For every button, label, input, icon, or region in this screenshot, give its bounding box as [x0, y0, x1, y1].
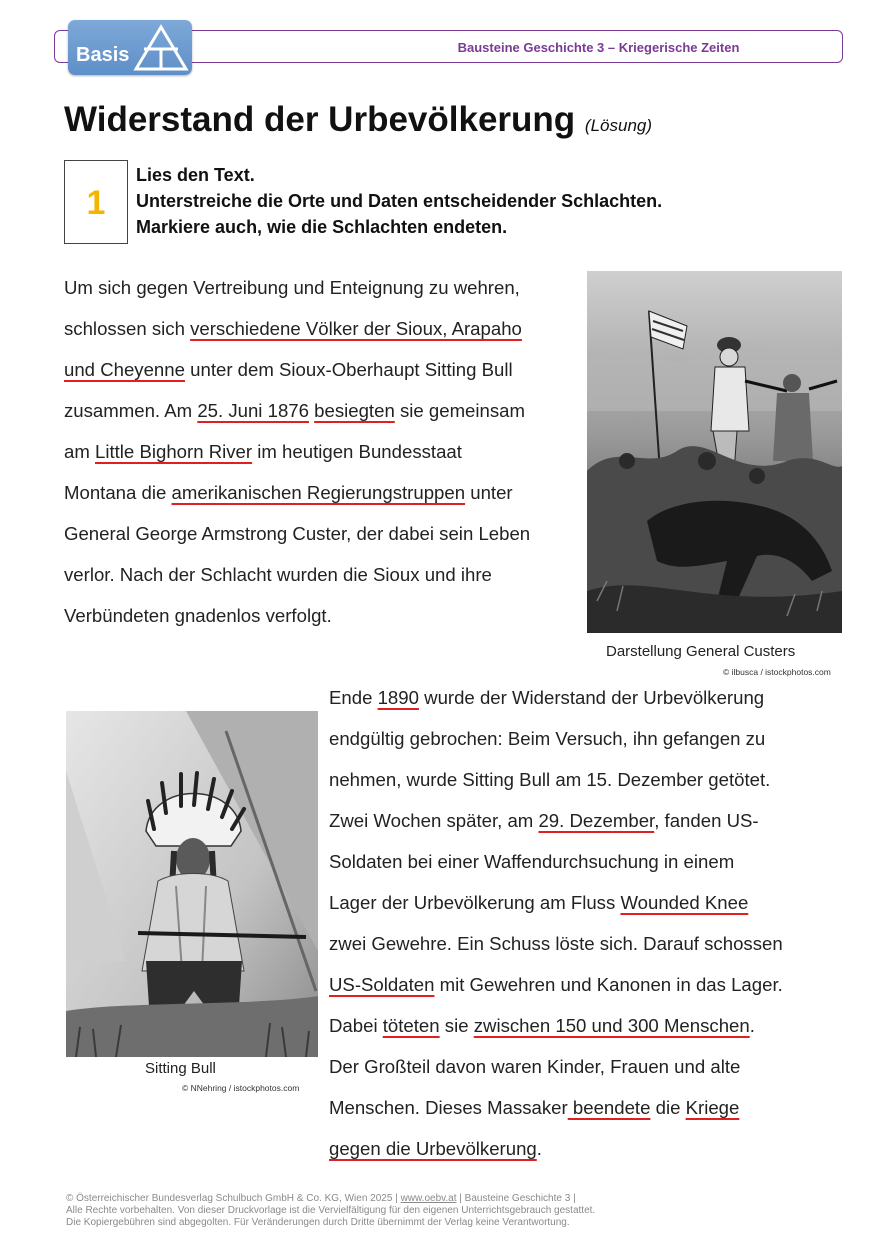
footer-copyright: © Österreichischer Bundesverlag Schulbuch GmbH & Co. KG, Wien 2025 | — [66, 1193, 401, 1204]
paragraph1-line — [64, 267, 530, 308]
text-segment: Zwei Wochen später, am — [329, 810, 539, 831]
text-segment: Ende — [329, 687, 378, 708]
text-segment: unter — [465, 482, 513, 503]
paragraph2-line — [329, 964, 783, 1005]
task-number: 1 — [64, 160, 128, 244]
text-segment: . — [536, 1138, 542, 1159]
sitting-bull-photo — [66, 711, 318, 1057]
text-segment: General George Armstrong Custer, der dabei sein Leben — [64, 523, 531, 544]
paragraph1-line — [64, 431, 530, 472]
text-segment: endgültig gebrochen: Beim Versuch, ihn gefangen zu — [329, 728, 766, 749]
underlined-phrase: amerikanischen Regierungstruppen — [171, 482, 466, 503]
publisher-link[interactable]: www.oebv.at — [400, 1193, 457, 1204]
text-segment: sie gemeinsam — [394, 400, 525, 421]
paragraph1-line — [64, 308, 530, 349]
underlined-phrase: töteten — [382, 1015, 440, 1036]
paragraph1-line — [64, 513, 530, 554]
text-segment: zusammen. Am — [64, 400, 198, 421]
paragraph2-line — [329, 1128, 783, 1169]
image2-credit: © NNehring / istockphotos.com — [182, 1083, 300, 1093]
text-segment: mit Gewehren und Kanonen in das Lager. — [434, 974, 783, 995]
underlined-phrase: 25. Juni 1876 — [197, 400, 309, 421]
image1-credit: © ilbusca / istockphotos.com — [723, 667, 831, 677]
paragraph1-line — [64, 349, 530, 390]
text-segment: nehmen, wurde Sitting Bull am 15. Dezember getötet. — [329, 769, 771, 790]
paragraph1-line — [64, 390, 530, 431]
paragraph-little-bighorn — [64, 267, 530, 636]
underlined-phrase: Wounded Knee — [620, 892, 749, 913]
paragraph2-line — [329, 759, 783, 800]
text-segment: . — [749, 1015, 755, 1036]
underlined-phrase: gegen die Urbevölkerung — [329, 1138, 537, 1159]
text-segment: schlossen sich — [64, 318, 191, 339]
footer-line-3: Die Kopiergebühren sind abgegolten. Für Veränderungen durch Dritte übernimmt der Verlag keine Verantwortung. — [66, 1217, 570, 1228]
footer-book: | Bausteine Geschichte 3 | — [456, 1193, 576, 1204]
task-line: Lies den Text. — [136, 165, 255, 185]
series-title: Bausteine Geschichte 3 – Kriegerische Zeiten — [457, 40, 740, 55]
text-segment: wurde der Widerstand der Urbevölkerung — [418, 687, 765, 708]
task-line: Unterstreiche die Orte und Daten entscheidender Schlachten. — [136, 191, 663, 211]
text-segment: Um sich gegen Vertreibung und Enteignung zu wehren, — [64, 277, 520, 298]
paragraph2-line — [329, 718, 783, 759]
underlined-phrase: Little Bighorn River — [95, 441, 253, 462]
paragraph2-line — [329, 841, 783, 882]
logo-text: Basis — [76, 44, 130, 66]
paragraph1-line — [64, 554, 530, 595]
underlined-phrase: 1890 — [377, 687, 419, 708]
task-instructions — [136, 162, 662, 240]
text-segment: im heutigen Bundesstaat — [252, 441, 462, 462]
text-segment: die — [650, 1097, 686, 1118]
text-segment: Verbündeten gnadenlos verfolgt. — [64, 605, 332, 626]
underlined-phrase: Kriege — [685, 1097, 740, 1118]
text-segment: Lager der Urbevölkerung am Fluss — [329, 892, 621, 913]
footer — [66, 1193, 595, 1229]
text-segment: verlor. Nach der Schlacht wurden die Sioux und ihre — [64, 564, 492, 585]
paragraph1-line — [64, 472, 530, 513]
text-segment: Montana die — [64, 482, 172, 503]
paragraph2-line — [329, 677, 783, 718]
paragraph2-line — [329, 1087, 783, 1128]
text-segment: am — [64, 441, 95, 462]
underlined-phrase: US-Soldaten — [329, 974, 435, 995]
title-note: (Lösung) — [584, 116, 653, 135]
paragraph2-line — [329, 882, 783, 923]
text-segment: sie — [439, 1015, 474, 1036]
underlined-phrase: zwischen 150 und 300 Menschen — [473, 1015, 750, 1036]
image1-caption: Darstellung General Custers — [606, 643, 796, 660]
paragraph2-line — [329, 1046, 783, 1087]
text-segment: Dabei — [329, 1015, 383, 1036]
footer-line-1 — [66, 1193, 595, 1205]
title-main: Widerstand der Urbevölkerung — [64, 100, 576, 139]
text-segment: Soldaten bei einer Waffendurchsuchung in einem — [329, 851, 735, 872]
page-title — [64, 100, 652, 140]
paragraph1-line — [64, 595, 530, 636]
triangle-logo-icon — [132, 23, 190, 73]
underlined-phrase: 29. Dezember — [538, 810, 655, 831]
text-segment: , fanden US- — [654, 810, 759, 831]
publisher-logo — [68, 20, 192, 75]
paragraph-wounded-knee — [329, 677, 783, 1169]
text-segment: unter dem Sioux-Oberhaupt Sitting Bull — [184, 359, 513, 380]
paragraph2-line — [329, 923, 783, 964]
paragraph2-line — [329, 800, 783, 841]
footer-line-2: Alle Rechte vorbehalten. Von dieser Druckvorlage ist die Vervielfältigung für den eigenen Unterrichtsgebrauch gestattet. — [66, 1205, 596, 1216]
underlined-phrase: besiegten — [314, 400, 395, 421]
custer-battle-illustration — [587, 271, 842, 633]
task-line: Markiere auch, wie die Schlachten endeten. — [136, 217, 508, 237]
text-segment: Menschen. Dieses Massaker — [329, 1097, 568, 1118]
text-segment: Der Großteil davon waren Kinder, Frauen und alte — [329, 1056, 741, 1077]
image2-caption: Sitting Bull — [145, 1060, 216, 1077]
underlined-phrase: verschiedene Völker der Sioux, Arapaho — [190, 318, 522, 339]
paragraph2-line — [329, 1005, 783, 1046]
underlined-phrase: beendete — [567, 1097, 651, 1118]
text-segment: zwei Gewehre. Ein Schuss löste sich. Darauf schossen — [329, 933, 783, 954]
underlined-phrase: und Cheyenne — [64, 359, 185, 380]
